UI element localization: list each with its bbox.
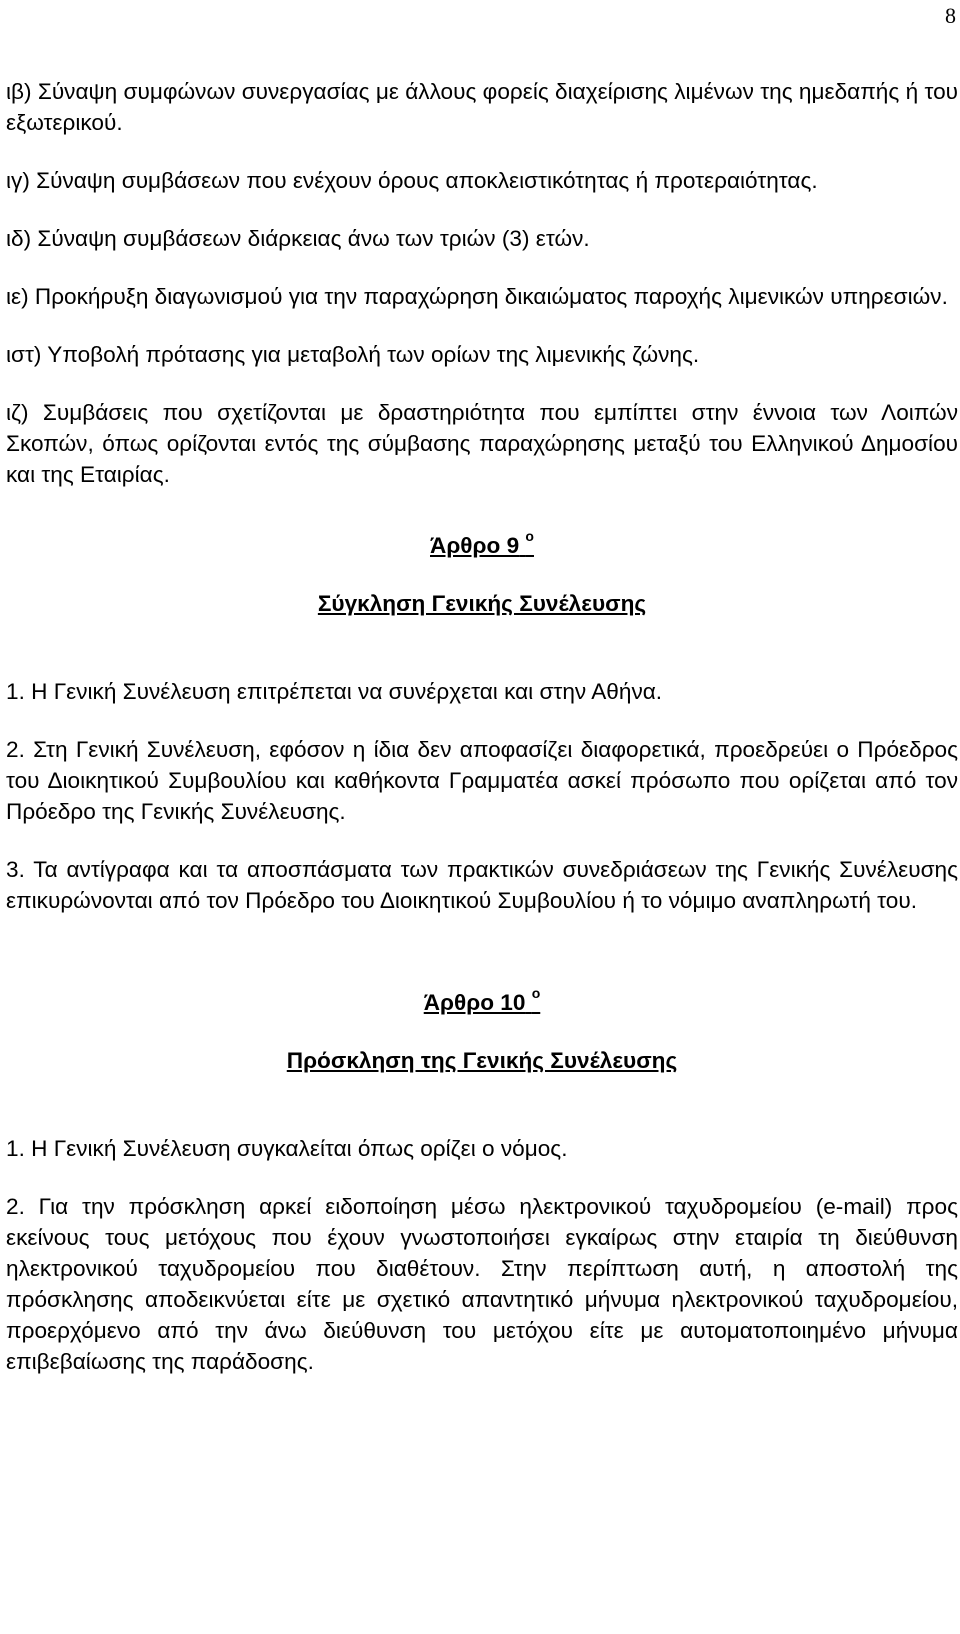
article-10-paragraph-2: 2. Για την πρόσκληση αρκεί ειδοποίηση μέσω ηλεκτρονικού ταχυδρομείου (e-mail) προς εκείνους τους μετόχους που έχουν γνωστοποιήσει εγκαίρως στην εταιρία τη διεύθυνση ηλεκτρονικού ταχυδρομείου που διαθέτουν. Στην περίπτωση αυτή, η αποστολή της πρόσκλησης αποδεικνύεται είτε με σχετικό απαντητικό μήνυμα ηλεκτρονικού ταχυδρομείου, προερχόμενο από την άνω διεύθυνση του μετόχου είτε με αυτοματοποιημένο μήνυμα επιβεβαίωσης της παράδοσης. bbox=[6, 1194, 958, 1374]
paragraph-item-id: ιδ) Σύναψη συμβάσεων διάρκειας άνω των τριών (3) ετών. bbox=[6, 226, 590, 251]
document-body bbox=[6, 76, 958, 1404]
paragraph-item-iz: ιζ) Συμβάσεις που σχετίζονται με δραστηριότητα που εμπίπτει στην έννοια των Λοιπών Σκοπών, όπως ορίζονται εντός της σύμβασης παραχώρησης μεταξύ του Ελληνικού Δημοσίου και της Εταιρίας. bbox=[6, 400, 958, 487]
page-number: 8 bbox=[945, 3, 956, 28]
paragraph-item-ib: ιβ) Σύναψη συμφώνων συνεργασίας με άλλους φορείς διαχείρισης λιμένων της ημεδαπής ή του εξωτερικού. bbox=[6, 79, 958, 135]
article-10-paragraph-1: 1. Η Γενική Συνέλευση συγκαλείται όπως ορίζει ο νόμος. bbox=[6, 1136, 568, 1161]
article-9-heading bbox=[6, 530, 958, 561]
article-9-paragraph-2: 2. Στη Γενική Συνέλευση, εφόσον η ίδια δεν αποφασίζει διαφορετικά, προεδρεύει ο Πρόεδρος του Διοικητικού Συμβουλίου και καθήκοντα Γραμματέα ασκεί πρόσωπο που ορίζεται από τον Πρόεδρο της Γενικής Συνέλευσης. bbox=[6, 737, 958, 824]
article-9-paragraph-1: 1. Η Γενική Συνέλευση επιτρέπεται να συνέρχεται και στην Αθήνα. bbox=[6, 679, 663, 704]
paragraph-item-ie: ιε) Προκήρυξη διαγωνισμού για την παραχώρηση δικαιώματος παροχής λιμενικών υπηρεσιών. bbox=[6, 284, 948, 309]
article-10-heading bbox=[6, 987, 958, 1018]
article-10-superscript: ο bbox=[531, 985, 541, 1001]
article-9-number: Άρθρο 9 bbox=[430, 533, 520, 558]
paragraph-item-ig: ιγ) Σύναψη συμβάσεων που ενέχουν όρους αποκλειστικότητας ή προτεραιότητας. bbox=[6, 168, 818, 193]
article-10-number: Άρθρο 10 bbox=[423, 990, 526, 1015]
article-9-paragraph-3: 3. Τα αντίγραφα και τα αποσπάσματα των πρακτικών συνεδριάσεων της Γενικής Συνέλευσης επικυρώνονται από τον Πρόεδρο του Διοικητικού Συμβουλίου ή το νόμιμο αναπληρωτή του. bbox=[6, 857, 958, 913]
article-10-title: Πρόσκληση της Γενικής Συνέλευσης bbox=[286, 1048, 678, 1073]
article-9-title: Σύγκληση Γενικής Συνέλευσης bbox=[317, 591, 647, 616]
paragraph-item-ist: ιστ) Υποβολή πρότασης για μεταβολή των ορίων της λιμενικής ζώνης. bbox=[6, 342, 700, 367]
article-9-superscript: ο bbox=[525, 528, 534, 544]
